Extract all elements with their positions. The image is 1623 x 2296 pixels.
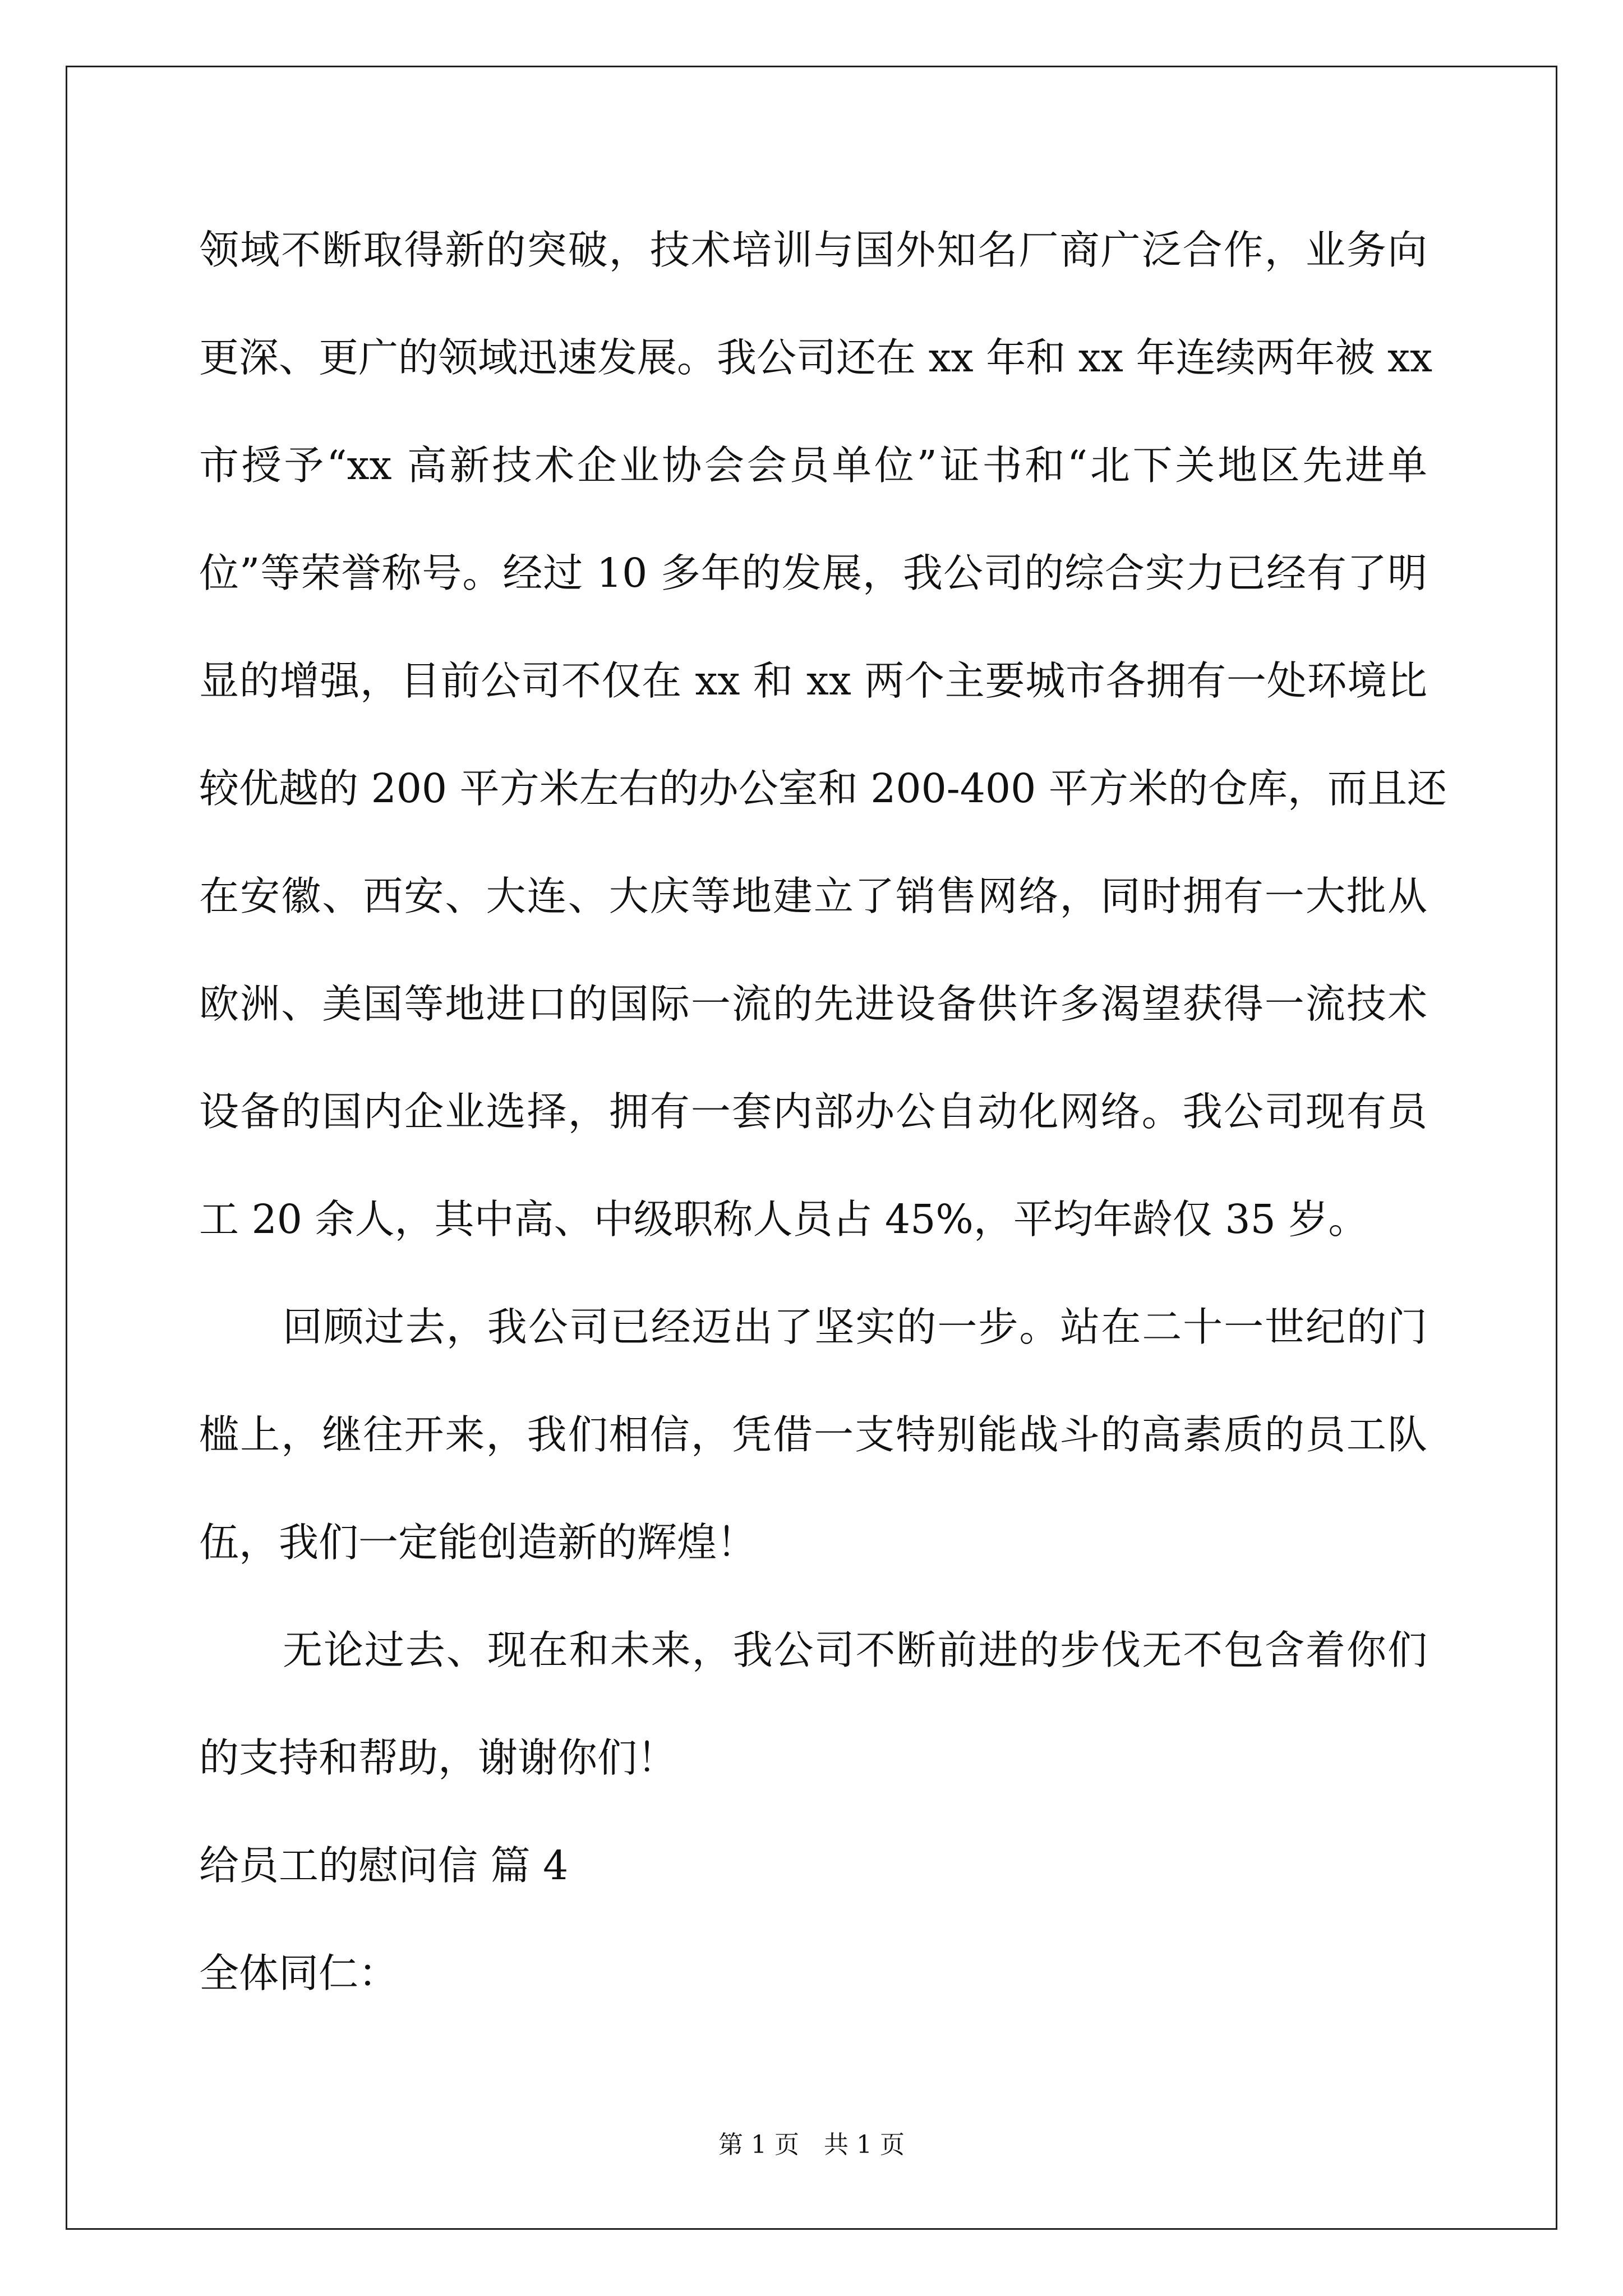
body-text-line: 显的增强，目前公司不仅在 xx 和 xx 两个主要城市各拥有一处环境比 xyxy=(199,657,1427,704)
body-text-line: 更深、更广的领域迅速发展。我公司还在 xx 年和 xx 年连续两年被 xx xyxy=(199,334,1433,381)
paragraph-first-line: 无论过去、现在和未来，我公司不断前进的步伐无不包含着你们 xyxy=(283,1627,1427,1673)
body-text-line: 的支持和帮助，谢谢你们！ xyxy=(199,1734,677,1781)
body-text-line: 市授予“xx 高新技术企业协会会员单位”证书和“北下关地区先进单 xyxy=(199,442,1427,489)
section-heading: 给员工的慰问信 篇 4 xyxy=(199,1842,569,1889)
salutation: 全体同仁： xyxy=(199,1950,399,1996)
body-text-line: 领域不断取得新的突破，技术培训与国外知名厂商广泛合作，业务向 xyxy=(199,227,1427,273)
paragraph-first-line: 回顾过去，我公司已经迈出了坚实的一步。站在二十一世纪的门 xyxy=(283,1304,1427,1350)
body-text-line: 工 20 余人，其中高、中级职称人员占 45%，平均年龄仅 35 岁。 xyxy=(199,1196,1368,1243)
body-text-line: 位”等荣誉称号。经过 10 多年的发展，我公司的综合实力已经有了明 xyxy=(199,550,1427,596)
body-text-line: 欧洲、美国等地进口的国际一流的先进设备供许多渴望获得一流技术 xyxy=(199,981,1427,1027)
body-text-line: 槛上，继往开来，我们相信，凭借一支特别能战斗的高素质的员工队 xyxy=(199,1411,1427,1458)
page-border xyxy=(66,66,1557,2230)
body-text-line: 伍，我们一定能创造新的辉煌！ xyxy=(199,1519,757,1566)
body-text-line: 在安徽、西安、大连、大庆等地建立了销售网络，同时拥有一大批从 xyxy=(199,873,1427,919)
body-text-line: 设备的国内企业选择，拥有一套内部办公自动化网络。我公司现有员 xyxy=(199,1088,1427,1135)
body-text-line: 较优越的 200 平方米左右的办公室和 200-400 平方米的仓库，而且还 xyxy=(199,765,1447,812)
page-number-footer: 第 1 页 共 1 页 xyxy=(718,2131,905,2159)
